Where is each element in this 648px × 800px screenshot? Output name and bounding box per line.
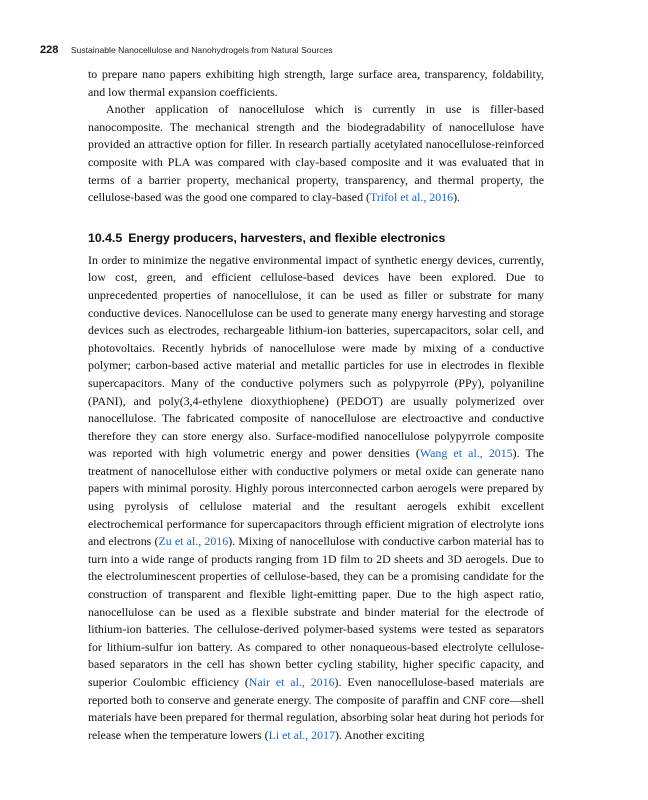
paragraph-text: ). Another exciting xyxy=(334,727,425,742)
paragraph-text: Another application of nanocellulose which is currently in use is filler-based nanocomposite. The mechanical strength and the biodegradability of nanocellulose have provided an attractive option for filler. In research partially acetylated nanocellulose-reinforced composite with PLA was compared with clay-based composite and it was evaluated that in terms of a barrier property, mechanical property, transparency, and thermal property, the cellulose-based was the good one compared to clay-based ( xyxy=(88,102,544,205)
paragraph-text: In order to minimize the negative environmental impact of synthetic energy devices, currently, low cost, green, and efficient cellulose-based devices have been explored. Due to unprecedented properties of nanocellulose, it can be used as filler or substrate for many conductive devices. Nanocellulose can be used to generate many energy harvesting and storage devices such as electrodes, rechargeable lithium-ion batteries, supercapacitors, solar cell, and photovoltaics. Recently hybrids of nanocellulose were made by mixing of a conductive polymer; carbon-based active material and metallic particles for use in electrodes in flexible supercapacitors. Many of the conductive polymers such as polypyrrole (PPy), polyaniline (PANI), and poly(3,4-ethylene dioxythiophene) (PEDOT) are usually polymerized over nanocellulose. The fabricated composite of nanocellulose are electroactive and conductive therefore they can store energy also. Surface-modified nanocellulose polypyrrole composite was reported with high volumetric energy and power densities ( xyxy=(88,252,544,461)
section-title: Energy producers, harvesters, and flexible electronics xyxy=(128,230,446,245)
page-number: 228 xyxy=(40,44,59,56)
running-title: Sustainable Nanocellulose and Nanohydrogels from Natural Sources xyxy=(70,45,333,55)
citation-link[interactable]: Li et al., 2017 xyxy=(268,727,335,742)
paragraph-continuation xyxy=(88,66,544,101)
citation-link[interactable]: Trifol et al., 2016 xyxy=(369,190,454,205)
citation-link[interactable]: Nair et al., 2016 xyxy=(248,675,335,689)
paragraph-energy-devices xyxy=(88,252,544,745)
paragraph-text: ). xyxy=(453,190,461,205)
page-header xyxy=(40,40,333,58)
body-text xyxy=(88,66,544,744)
paragraph-filler-nanocomposite xyxy=(88,101,544,207)
citation-link[interactable]: Wang et al., 2015 xyxy=(419,446,513,461)
section-heading xyxy=(88,229,544,247)
paragraph-text: to prepare nano papers exhibiting high strength, large surface area, transparency, foldability, and low thermal expansion coefficients. xyxy=(88,67,544,99)
paragraph-text: ). Even nanocellulose-based materials are reported both to conserve and generate energy. The composite of paraffin and CNF core—shell materials have been prepared for thermal regulation, absorbing solar heat during hot periods for release when the temperature lowers ( xyxy=(88,675,545,742)
section-number: 10.4.5 xyxy=(88,230,123,245)
paragraph-text: ). Mixing of nanocellulose with conductive carbon material has to turn into a wide range of products ranging from 1D film to 2D sheets and 3D aerogels. Due to the electroluminescent properties of cellulose-based, they can be a promising candidate for the construction of transparent and flexible light-emitting paper. Due to the high aspect ratio, nanocellulose can be used as a flexible substrate and binder material for the electrode of lithium-ion batteries. The cellulose-derived polymer-based systems were tested as separators for lithium-sulfur ion battery. As compared to other nonaqueous-based electrolyte cellulose-based separators in the cell has shown better cycling stability, higher specific capacity, and superior Coulombic efficiency ( xyxy=(88,534,544,689)
paragraph-text: ). The treatment of nanocellulose either with conductive polymers or metal oxide can generate nano papers with minimal porosity. Highly porous interconnected carbon aerogels were prepared by using pyrolysis of cellulose material and the resultant aerogels exhibit excellent electrochemical performance for supercapacitors through efficient migration of electrolyte ions and electrons ( xyxy=(88,446,544,549)
citation-link[interactable]: Zu et al., 2016 xyxy=(158,534,229,549)
